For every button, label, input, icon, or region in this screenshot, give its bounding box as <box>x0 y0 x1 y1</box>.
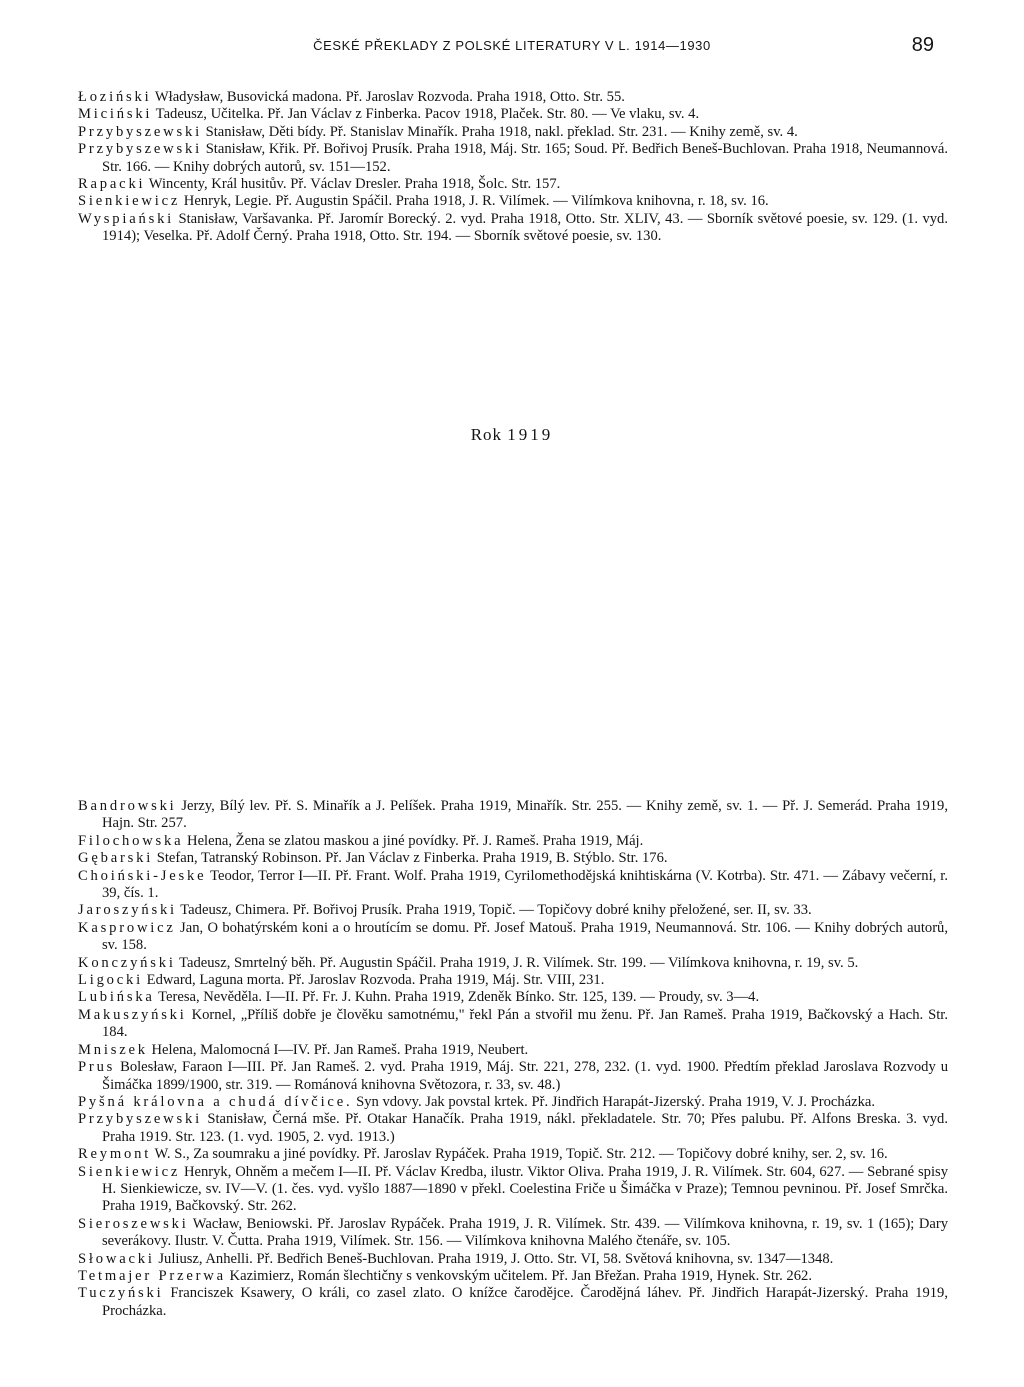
bibliography-entry <box>78 1268 948 1285</box>
entry-text: Helena, Žena se zlatou maskou a jiné povídky. Př. J. Rameš. Praha 1919, Máj. <box>183 832 644 849</box>
section-heading-year: 1919 <box>507 425 554 444</box>
entry-text: Jerzy, Bílý lev. Př. S. Minařík a J. Pelíšek. Praha 1919, Minařík. Str. 255. — Knihy země, sv. 1. — Př. J. Semerád. Praha 1919, Hajn. Str. 257. <box>102 798 948 832</box>
bibliography-entry <box>78 1059 948 1094</box>
bibliography-entry <box>78 106 948 123</box>
bibliography-entry <box>78 211 948 246</box>
running-title: ČESKÉ PŘEKLADY Z POLSKÉ LITERATURY V L. 1914—1930 <box>313 38 711 53</box>
entry-text: Stanisław, Varšavanka. Př. Jaromír Borecký. 2. vyd. Praha 1918, Otto. Str. XLIV, 43. — Sborník světové poesie, sv. 129. (1. vyd. 1914); Veselka. Př. Adolf Černý. Praha 1918, Otto. Str. 194. — Sborník světové poesie, sv. 130. <box>102 210 948 245</box>
bibliography-entry <box>78 989 948 1006</box>
bibliography-entry <box>78 176 948 193</box>
bibliography-entry <box>78 798 948 833</box>
bibliography-entry <box>78 1111 948 1146</box>
entry-text: Stanisław, Děti bídy. Př. Stanislav Minařík. Praha 1918, nakl. překlad. Str. 231. — Knihy země, sv. 4. <box>201 123 798 140</box>
entry-text: Wincenty, Král husitův. Př. Václav Dresler. Praha 1918, Šolc. Str. 157. <box>145 176 561 193</box>
entry-author: Miciński <box>78 106 153 123</box>
bibliography-entry <box>78 1146 948 1163</box>
entry-author: Pyšná královna a chudá dívčice. <box>78 1093 353 1110</box>
entry-author: Sienkiewicz <box>78 1163 181 1180</box>
entry-text: Teodor, Terror I—II. Př. Frant. Wolf. Praha 1919, Cyrilomethodějská knihtiskárna (V. Kotrba). Str. 471. — Zábavy večerní, r. 39, čís. 1. <box>102 867 948 902</box>
entry-author: Słowacki <box>78 1250 155 1267</box>
entry-text: Bolesław, Faraon I—III. Př. Jan Rameš. 2. vyd. Praha 1919, Máj. Str. 221, 278, 232. (1. vyd. 1900. Předtím překlad Jaroslava Rozvody u Šimáčka 1899/1900, str. 319. — Románová knihovna Světozora, r. 33, sv. 48.) <box>102 1059 948 1093</box>
bibliography-entry <box>78 1216 948 1251</box>
page-number: 89 <box>911 34 934 56</box>
entry-text: W. S., Za soumraku a jiné povídky. Př. Jaroslav Rypáček. Praha 1919, Topič. Str. 212. — Topičovy dobré knihy, ser. 2, sv. 16. <box>151 1146 888 1163</box>
bibliography-entry <box>78 1007 948 1042</box>
entry-author: Przybyszewski <box>78 1111 202 1128</box>
entry-text: Stanisław, Černá mše. Př. Otakar Hanačík. Praha 1919, nákl. překladatele. Str. 70; Přes palubu. Př. Alfons Breska. 3. vyd. Praha 1919. Str. 123. (1. vyd. 1905, 2. vyd. 1913.) <box>102 1111 948 1145</box>
entry-author: Bandrowski <box>78 798 177 814</box>
bibliography-list-1918 <box>78 89 948 246</box>
entry-text: Stefan, Tatranský Robinson. Př. Jan Václav z Finberka. Praha 1919, B. Stýblo. Str. 176. <box>153 850 668 867</box>
bibliography-entry <box>78 1251 948 1268</box>
entry-text: Henryk, Ohněm a mečem I—II. Př. Václav Kredba, ilustr. Viktor Oliva. Praha 1919, J. R. Vilímek. Str. 604, 627. — Sebrané spisy H. Sienkiewicze, sv. IV—V. (1. čes. vyd. vyšlo 1887—1890 v překl. Coelestina Friče u Šimáčka v Praze); Temnou pevninou. Př. Josef Smrčka. Praha 1919, Bačkovský. Str. 262. <box>102 1163 948 1215</box>
entry-text: Stanisław, Křik. Př. Bořivoj Prusík. Praha 1918, Máj. Str. 165; Soud. Př. Bedřich Beneš-Buchlovan. Praha 1918, Neumannová. Str. 166. — Knihy dobrých autorů, sv. 151—152. <box>102 141 948 175</box>
bibliography-entry <box>78 972 948 989</box>
bibliography-entry <box>78 850 948 867</box>
entry-author: Filochowska <box>78 832 184 849</box>
entry-text: Kornel, „Příliš dobře je člověku samotnému," řekl Pán a stvořil mu ženu. Př. Jan Rameš. Praha 1919, Bačkovský a Hach. Str. 184. <box>102 1006 948 1041</box>
entry-author: Choiński-Jeske <box>78 867 207 884</box>
entry-author: Ligocki <box>78 972 143 989</box>
bibliography-entry <box>78 89 948 106</box>
bibliography-entry <box>78 193 948 210</box>
entry-author: Gębarski <box>78 850 154 867</box>
entry-text: Wacław, Beniowski. Př. Jaroslav Rypáček. Praha 1919, J. R. Vilímek. Str. 439. — Vilímkova knihovna, r. 19, sv. 1 (165); Dary severákovy. Ilustr. V. Čutta. Praha 1919, Vilímek. Str. 156. — Vilímkova knihovna Malého čtenáře, sv. 105. <box>102 1215 948 1250</box>
entry-author: Kasprowicz <box>78 919 176 936</box>
entry-text: Teresa, Nevěděla. I—II. Př. Fr. J. Kuhn. Praha 1919, Zdeněk Bínko. Str. 125, 139. — Proudy, sv. 3—4. <box>154 989 760 1006</box>
bibliography-entry <box>78 868 948 903</box>
section-heading-label: Rok <box>470 425 503 444</box>
entry-author: Rapacki <box>78 176 146 193</box>
entry-author: Reymont <box>78 1146 152 1163</box>
entry-text: Juliusz, Anhelli. Př. Bedřich Beneš-Buchlovan. Praha 1919, J. Otto. Str. VI, 58. Světová knihovna, sv. 1347—1348. <box>154 1250 834 1267</box>
bibliography-entry <box>78 1042 948 1059</box>
entry-text: Helena, Malomocná I—IV. Př. Jan Rameš. Praha 1919, Neubert. <box>147 1041 529 1058</box>
bibliography-entry <box>78 1094 948 1111</box>
entry-text: Jan, O bohatýrském koni a o hroutícím se domu. Př. Josef Matouš. Praha 1919, Neumannová. Str. 106. — Knihy dobrých autorů, sv. 158. <box>102 919 948 954</box>
entry-author: Jaroszyński <box>78 902 177 919</box>
entry-text: Kazimierz, Román šlechtičny s venkovským učitelem. Př. Jan Břežan. Praha 1919, Hynek. Str. 262. <box>225 1267 812 1284</box>
entry-author: Konczyński <box>78 954 176 971</box>
entry-text: Tadeusz, Učitelka. Př. Jan Václav z Finberka. Pacov 1918, Plaček. Str. 80. — Ve vlaku, sv. 4. <box>152 106 700 123</box>
bibliography-entry <box>78 1164 948 1216</box>
entry-author: Łoziński <box>78 89 152 105</box>
bibliography-list-1919 <box>78 798 948 1320</box>
entry-author: Sienkiewicz <box>78 193 181 210</box>
entry-text: Edward, Laguna morta. Př. Jaroslav Rozvoda. Praha 1919, Máj. Str. VIII, 231. <box>143 972 605 989</box>
bibliography-entry <box>78 920 948 955</box>
entry-author: Prus <box>78 1059 116 1076</box>
entry-text: Tadeusz, Smrtelný běh. Př. Augustin Spáčil. Praha 1919, J. R. Vilímek. Str. 199. — Vilímkova knihovna, r. 19, sv. 5. <box>175 954 859 971</box>
bibliography-entry <box>78 833 948 850</box>
entry-author: Przybyszewski <box>78 141 202 158</box>
entry-author: Lubińska <box>78 989 155 1006</box>
section-heading-1919 <box>0 425 1024 445</box>
entry-author: Tetmajer Przerwa <box>78 1267 226 1284</box>
bibliography-entry <box>78 1285 948 1320</box>
bibliography-entry <box>78 902 948 919</box>
entry-text: Władysław, Busovická madona. Př. Jaroslav Rozvoda. Praha 1918, Otto. Str. 55. <box>151 89 625 105</box>
bibliography-entry <box>78 124 948 141</box>
bibliography-entry <box>78 955 948 972</box>
entry-author: Przybyszewski <box>78 123 202 140</box>
entry-author: Sieroszewski <box>78 1215 189 1232</box>
entry-text: Henryk, Legie. Př. Augustin Spáčil. Praha 1918, J. R. Vilímek. — Vilímkova knihovna, r. 18, sv. 16. <box>180 193 769 210</box>
entry-author: Tuczyński <box>78 1285 164 1302</box>
entry-text: Tadeusz, Chimera. Př. Bořivoj Prusík. Praha 1919, Topič. — Topičovy dobré knihy přeložené, ser. II, sv. 33. <box>176 902 812 919</box>
entry-author: Wyspiański <box>78 210 175 227</box>
bibliography-entry <box>78 141 948 176</box>
entry-author: Mniszek <box>78 1041 148 1058</box>
entry-text: Syn vdovy. Jak povstal krtek. Př. Jindřich Harapát-Jizerský. Praha 1919, V. J. Procházka. <box>352 1093 876 1110</box>
entry-text: Franciszek Ksawery, O králi, co zasel zlato. O knížce čarodějce. Čarodějná láhev. Př. Jindřich Harapát-Jizerský. Praha 1919, Procházka. <box>102 1285 948 1319</box>
entry-author: Makuszyński <box>78 1006 187 1023</box>
